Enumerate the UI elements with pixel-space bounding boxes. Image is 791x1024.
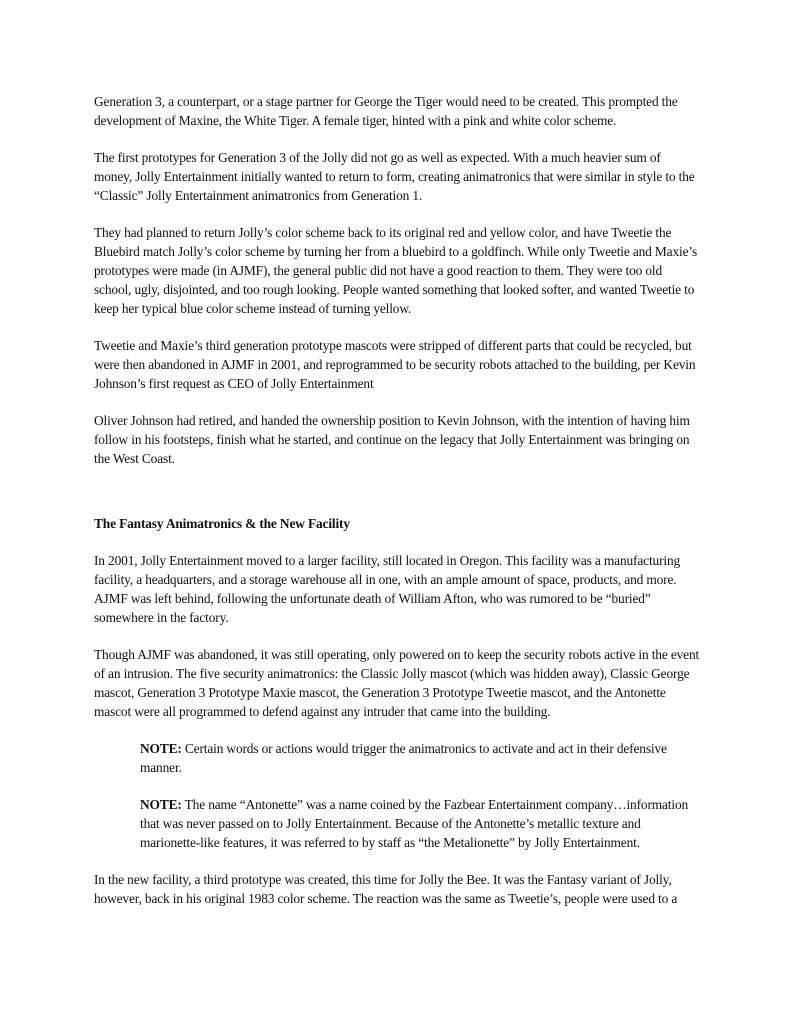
paragraph: The first prototypes for Generation 3 of the Jolly did not go as well as expected. With a much heavier sum of money, Jolly Entertainment initially wanted to return to form, creating animatronics that were similar in style to the “Classic” Jolly Entertainment animatronics from Generation 1. <box>94 150 695 203</box>
paragraph: Oliver Johnson had retired, and handed the ownership position to Kevin Johnson, with the intention of having him follow in his footsteps, finish what he started, and continue on the legacy that Jolly Entertainment was bringing on the West Coast. <box>94 413 690 466</box>
paragraph: They had planned to return Jolly’s color scheme back to its original red and yellow color, and have Tweetie the Bluebird match Jolly’s color scheme by turning her from a bluebird to a goldfinch. While only Tweetie and Maxie’s prototypes were made (in AJMF), the general public did not have a good reaction to them. They were too old school, ugly, disjointed, and too rough looking. People wanted something that looked softer, and wanted Tweetie to keep her typical blue color scheme instead of turning yellow. <box>94 225 698 316</box>
section-heading: The Fantasy Animatronics & the New Facility <box>94 516 350 531</box>
paragraph: In 2001, Jolly Entertainment moved to a larger facility, still located in Oregon. This facility was a manufacturing facility, a headquarters, and a storage warehouse all in one, with an ample amount of space, products, and more. AJMF was left behind, following the unfortunate death of William Afton, who was rumored to be “buried” somewhere in the factory. <box>94 553 681 625</box>
paragraph: In the new facility, a third prototype was created, this time for Jolly the Bee. It was the Fantasy variant of Jolly, however, back in his original 1983 color scheme. The reaction was the same as Tweetie’s, people were used to a <box>94 872 678 906</box>
note-block <box>140 739 700 777</box>
paragraph: Generation 3, a counterpart, or a stage partner for George the Tiger would need to be created. This prompted the development of Maxine, the White Tiger. A female tiger, hinted with a pink and white color scheme. <box>94 94 678 128</box>
note-label: NOTE: <box>140 741 182 756</box>
note-block <box>140 795 700 852</box>
note-label: NOTE: <box>140 797 182 812</box>
paragraph: Tweetie and Maxie’s third generation prototype mascots were stripped of different parts that could be recycled, but were then abandoned in AJMF in 2001, and reprogrammed to be security robots attached to the building, per Kevin Johnson’s first request as CEO of Jolly Entertainment <box>94 338 696 391</box>
paragraph: Though AJMF was abandoned, it was still operating, only powered on to keep the security robots active in the event of an intrusion. The five security animatronics: the Classic Jolly mascot (which was hidden away), Classic George mascot, Generation 3 Prototype Maxie mascot, the Generation 3 Prototype Tweetie mascot, and the Antonette mascot were all programmed to defend against any intruder that came into the building. <box>94 647 700 719</box>
note-text: Certain words or actions would trigger the animatronics to activate and act in their defensive manner. <box>140 741 667 775</box>
note-text: The name “Antonette” was a name coined by the Fazbear Entertainment company…information that was never passed on to Jolly Entertainment. Because of the Antonette’s metallic texture and marionette-like features, it was referred to by staff as “the Metalionette” by Jolly Entertainment. <box>140 797 689 850</box>
document-body <box>94 92 700 926</box>
